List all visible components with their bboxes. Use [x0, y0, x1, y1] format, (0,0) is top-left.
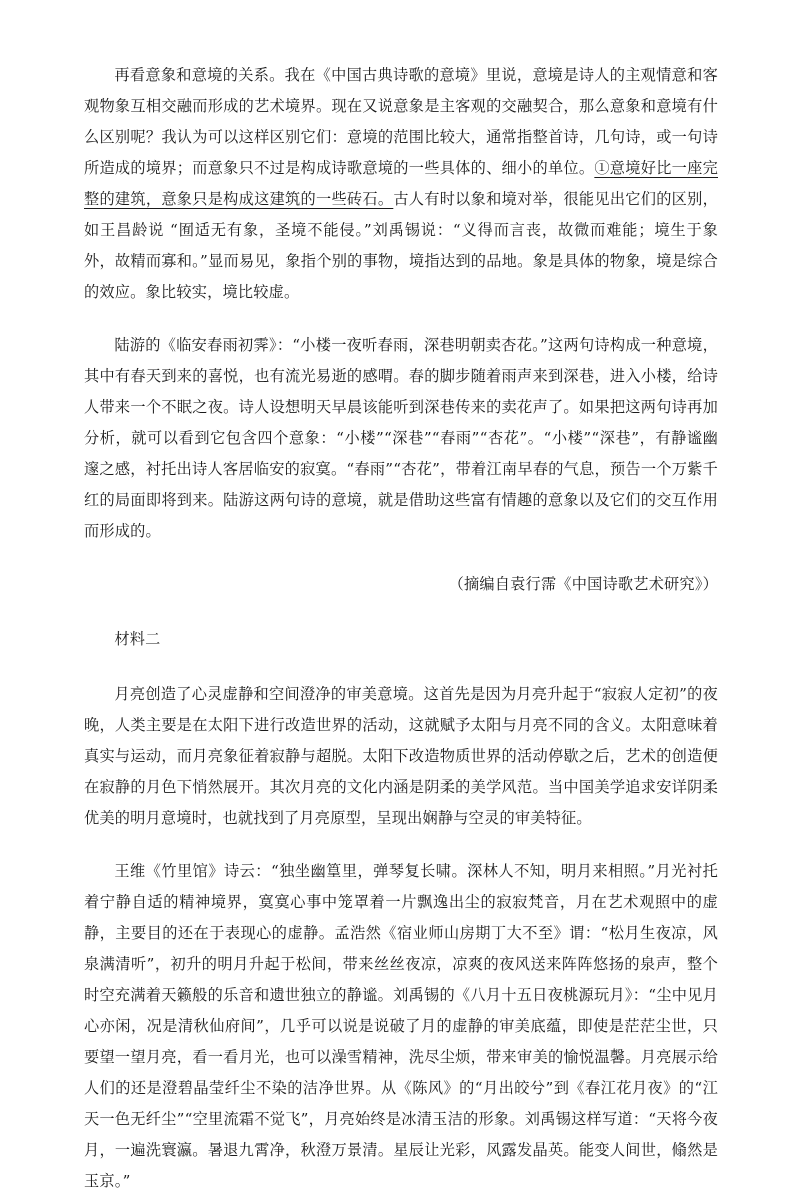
- material2-paragraph-2: 王维《竹里馆》诗云：“独坐幽篁里，弹琴复长啸。深林人不知，明月来相照。”月光衬托着宁静自适的精神境界，寞寞心事中笼罩着一片飘逸出尘的寂寂梵音，月在艺术观照中的虚静，主要目的还在于表现心的虚静。孟浩然《宿业师山房期丁大不至》谓：“松月生夜凉，风泉满清听”，初升的明月升起于松间，带来丝丝夜凉，凉爽的夜风送来阵阵悠扬的泉声，整个时空充满着天籁般的乐音和遗世独立的静谧。刘禹锡的《八月十五日夜桃源玩月》：“尘中见月心亦闲，况是清秋仙府间”，几乎可以说是说破了月的虚静的审美底蕴，即使是茫茫尘世，只要望一望月亮，看一看月光，也可以澡雪精神，洗尽尘烦，带来审美的愉悦温馨。月亮展示给人们的还是澄碧晶莹纤尘不染的洁净世界。从《陈风》的“月出皎兮”到《春江花月夜》的“江天一色无纤尘”“空里流霜不觉飞”，月亮始终是冰清玉洁的形象。刘禹锡这样写道：“天将今夜月，一遍洗寰瀛。暑退九霄净，秋澄万景清。星辰让光彩，风露发晶英。能变人间世，翛然是玉京。”: [84, 862, 718, 1190]
- material2-heading: 材料二: [114, 630, 161, 648]
- material1-paragraph-1: [84, 60, 718, 308]
- material2-paragraph-1: 月亮创造了心灵虚静和空间澄净的审美意境。这首先是因为月亮升起于“寂寂人定初”的夜晚，人类主要是在太阳下进行改造世界的活动，这就赋予太阳与月亮不同的含义。太阳意味着真实与运动，而月亮象征着寂静与超脱。太阳下改造物质世界的活动停歇之后，艺术的创造便在寂静的月色下悄然展开。其次月亮的文化内涵是阴柔的美学风范。当中国美学追求安详阴柔优美的明月意境时，也就找到了月亮原型，呈现出娴静与空灵的审美特征。: [84, 685, 718, 827]
- material1-source-citation: （摘编自袁行霈《中国诗歌艺术研究》）: [448, 575, 718, 593]
- material1-paragraph-1-text-a: 再看意象和意境的关系。我在《中国古典诗歌的意境》里说，意境是诗人的主观情意和客观物象互相交融而形成的艺术境界。现在又说意象是主客观的交融契合，那么意象和意境有什么区别呢？我认为可以这样区别它们：意境的范围比较大，通常指整首诗，几句诗，或一句诗所造成的境界；而意象只不过是构成诗歌意境的一些具体的、细小的单位。: [84, 66, 718, 177]
- material1-paragraph-2: 陆游的《临安春雨初霁》：“小楼一夜听春雨，深巷明朝卖杏花。”这两句诗构成一种意境，其中有春天到来的喜悦，也有流光易逝的感喟。春的脚步随着雨声来到深巷，进入小楼，给诗人带来一个不眠之夜。诗人设想明天早晨该能听到深巷传来的卖花声了。如果把这两句诗再加分析，就可以看到它包含四个意象：“小楼”“深巷”“春雨”“杏花”。“小楼”“深巷”，有静谧幽邃之感，衬托出诗人客居临安的寂寞。“春雨”“杏花”，带着江南早春的气息，预告一个万紫千红的局面即将到来。陆游这两句诗的意境，就是借助这些富有情趣的意象以及它们的交互作用而形成的。: [84, 336, 718, 540]
- underlined-sentence-1: ①意境好比一座完整的建筑，意象只是构成这建筑的一些砖石。: [84, 159, 718, 208]
- material1-paragraph-1-text-b: 古人有时以象和境对举，很能见出它们的区别，如王昌龄说 “囿适无有象，圣境不能侵。”刘禹锡说：“义得而言丧，故微而难能；境生于象外，故精而寡和。”显而易见，象指个别的事物，境指达到的品地。象是具体的物象，境是综合的效应。象比较实，境比较虚。: [84, 190, 719, 301]
- document-page: [84, 60, 718, 1197]
